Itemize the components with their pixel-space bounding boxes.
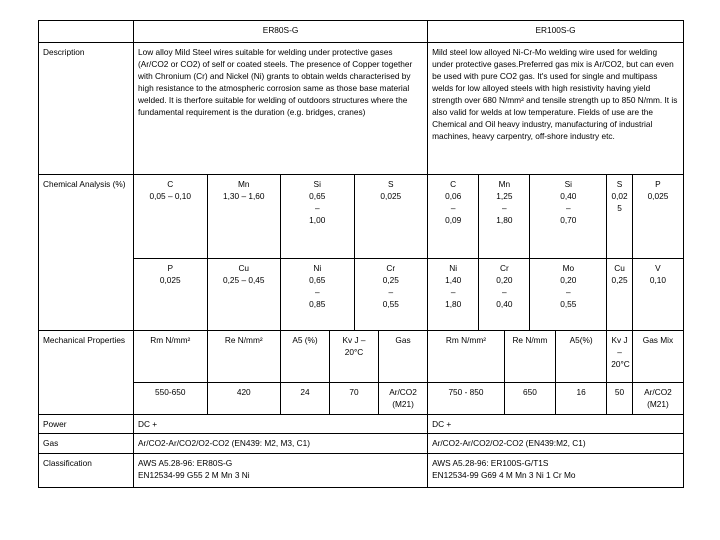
chem-right-cr: Cr 0,20 – 0,40 [479, 259, 530, 331]
chem-left-cu: Cu 0,25 – 0,45 [207, 259, 281, 331]
mech-right-kv-value: 50 [607, 383, 633, 415]
classification-left: AWS A5.28-96: ER80S-G EN12534-99 G55 2 M Mn 3 Ni [134, 454, 428, 488]
chem-left-mn: Mn 1,30 – 1,60 [207, 175, 281, 259]
chem-left-c: C 0,05 – 0,10 [134, 175, 208, 259]
specification-table [38, 20, 684, 488]
chem-left-ni: Ni 0,65 – 0,85 [281, 259, 355, 331]
mech-left-kv-header: Kv J – 20°C [330, 331, 379, 383]
mech-left-gas-value: Ar/CO2 (M21) [379, 383, 428, 415]
description-left: Low alloy Mild Steel wires suitable for welding under protective gases (Ar/CO2 or CO2) of self or coated steels. The presence of Copper together with Chronium (Cr) and Nickel (Ni) grants to obtain welds characterised by high resistance to the atmospheric corrosion same as those base material welded. It is therfore suitable for welding of outdoors structures where the fundamental requirement is the duration (e.g. bridges, cranes) [134, 43, 428, 175]
classification-right: AWS A5.28-96: ER100S-G/T1S EN12534-99 G69 4 M Mn 3 Ni 1 Cr Mo [428, 454, 684, 488]
chem-right-si: Si 0,40 – 0,70 [530, 175, 607, 259]
power-left: DC + [134, 415, 428, 434]
mech-left-kv-value: 70 [330, 383, 379, 415]
mech-left-re-value: 420 [207, 383, 281, 415]
mech-right-rm-value: 750 - 850 [428, 383, 505, 415]
chem-right-mn: Mn 1,25 – 1,80 [479, 175, 530, 259]
mech-left-a5-value: 24 [281, 383, 330, 415]
mech-right-gas-header: Gas Mix [632, 331, 683, 383]
description-label: Description [39, 43, 134, 175]
mech-left-rm-value: 550-650 [134, 383, 208, 415]
chem-left-cr: Cr 0,25 – 0,55 [354, 259, 428, 331]
chem-right-c: C 0,06 – 0,09 [428, 175, 479, 259]
chem-left-si: Si 0,65 – 1,00 [281, 175, 355, 259]
chem-right-p: P 0,025 [632, 175, 683, 259]
mech-right-kv-header: Kv J – 20°C [607, 331, 633, 383]
gas-left: Ar/CO2-Ar/CO2/O2-CO2 (EN439: M2, M3, C1) [134, 434, 428, 454]
power-label: Power [39, 415, 134, 434]
mech-right-re-header: Re N/mm [504, 331, 555, 383]
chem-right-ni: Ni 1,40 – 1,80 [428, 259, 479, 331]
mech-right-a5-header: A5(%) [556, 331, 607, 383]
chemical-label: Chemical Analysis (%) [39, 175, 134, 331]
mech-left-gas-header: Gas [379, 331, 428, 383]
mech-right-gas-value: Ar/CO2 (M21) [632, 383, 683, 415]
classification-label: Classification [39, 454, 134, 488]
mech-left-re-header: Re N/mm² [207, 331, 281, 383]
mech-right-a5-value: 16 [556, 383, 607, 415]
chem-left-s: S 0,025 [354, 175, 428, 259]
chem-left-p: P 0,025 [134, 259, 208, 331]
chem-right-cu: Cu 0,25 [607, 259, 633, 331]
mech-left-rm-header: Rm N/mm² [134, 331, 208, 383]
header-blank [39, 21, 134, 43]
mechanical-label: Mechanical Properties [39, 331, 134, 415]
header-er80s-g: ER80S-G [134, 21, 428, 43]
mech-right-rm-header: Rm N/mm² [428, 331, 505, 383]
gas-right: Ar/CO2-Ar/CO2/O2-CO2 (EN439:M2, C1) [428, 434, 684, 454]
mech-left-a5-header: A5 (%) [281, 331, 330, 383]
mech-right-re-value: 650 [504, 383, 555, 415]
power-right: DC + [428, 415, 684, 434]
header-er100s-g: ER100S-G [428, 21, 684, 43]
chem-right-v: V 0,10 [632, 259, 683, 331]
description-right: Mild steel low alloyed Ni-Cr-Mo welding wire used for welding under protective gases.Preferred gas mix is Ar/CO2, but can even be used with pure CO2 gas. It's used for single and multipass welds for low alloyed steels with high resistivity having yield strength over 680 N/mm² and tensile strength up to 850 N/mm. It is also valid for welds at low temperature. Fields of use are the Chemical and Oil heavy industry, manufacturing of industrial machines, heavy carpentry, off-shore industry etc. [428, 43, 684, 175]
chem-right-s: S 0,02 5 [607, 175, 633, 259]
chem-right-mo: Mo 0,20 – 0,55 [530, 259, 607, 331]
gas-label: Gas [39, 434, 134, 454]
